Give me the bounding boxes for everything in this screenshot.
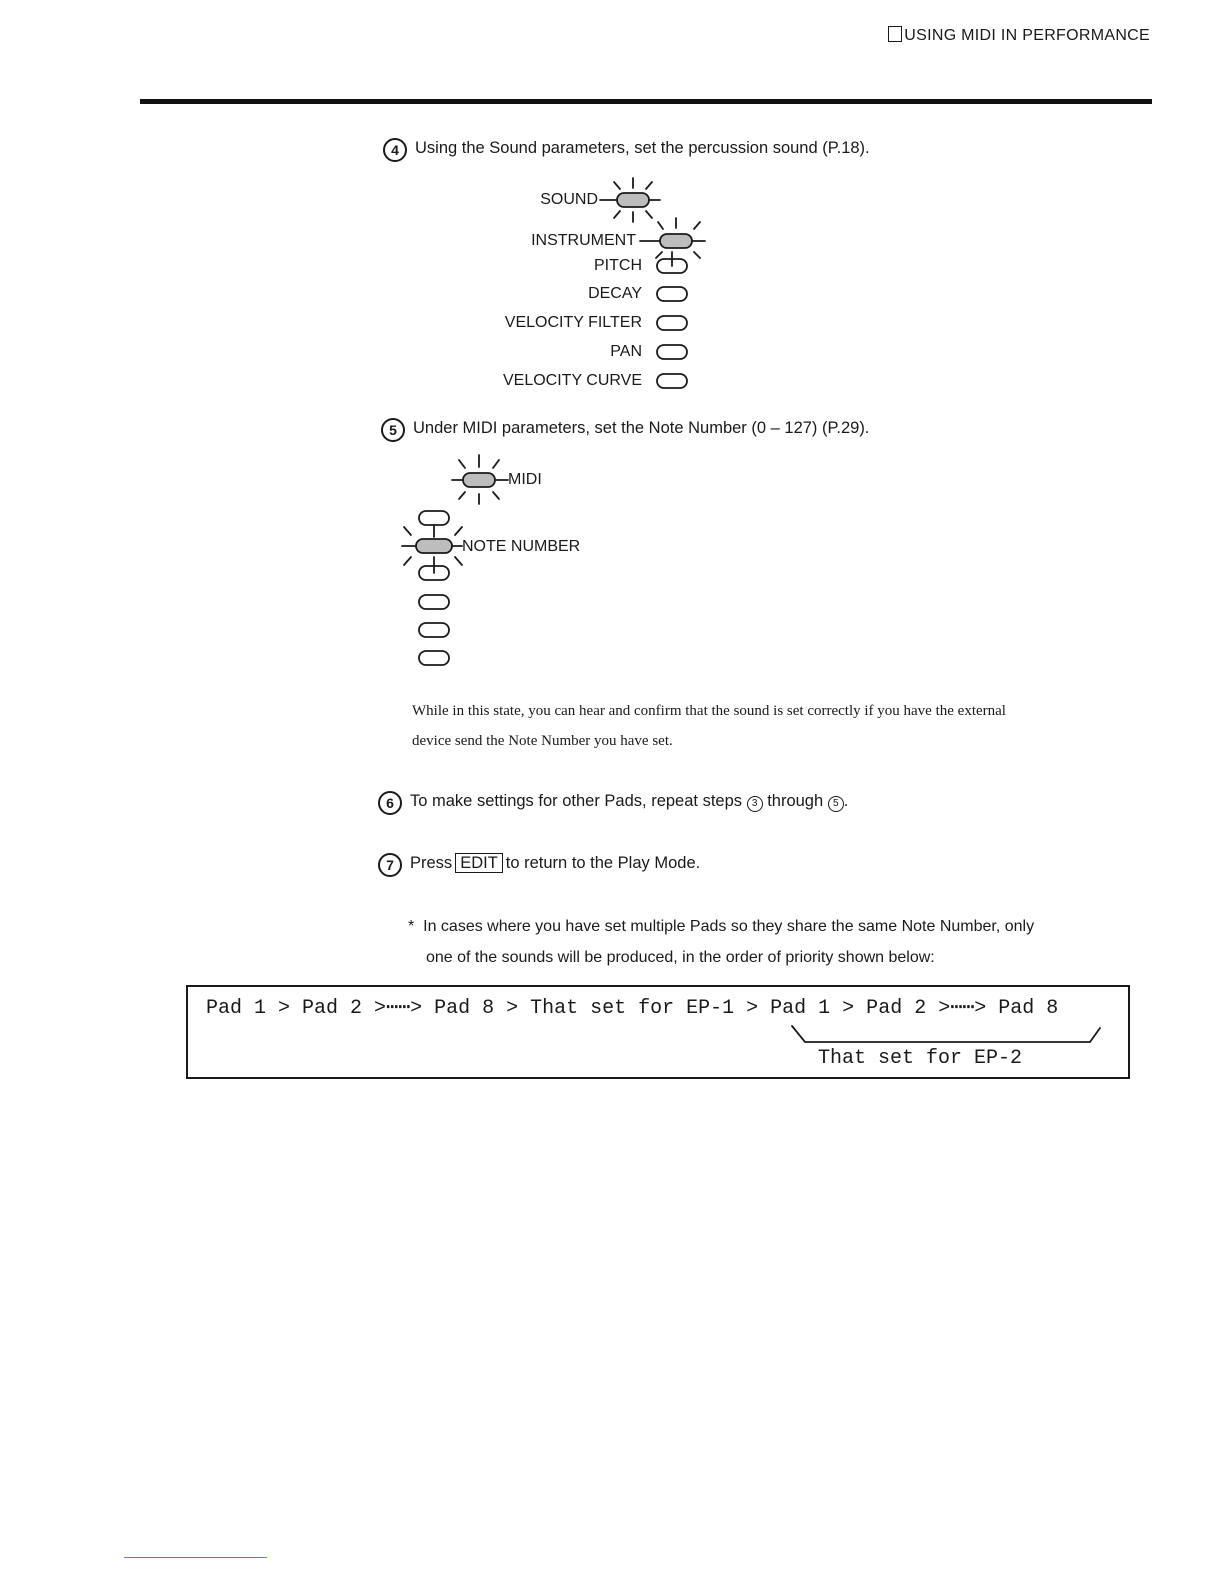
pan-switch-icon bbox=[657, 345, 687, 359]
label-midi: MIDI bbox=[508, 471, 542, 488]
velocity-curve-switch-icon bbox=[657, 374, 687, 388]
edit-key: EDIT bbox=[455, 853, 503, 873]
step-4 bbox=[383, 138, 870, 162]
instrument-led-icon bbox=[640, 218, 705, 258]
lower-switch-icon bbox=[419, 557, 449, 580]
priority-note-line-2: one of the sounds will be produced, in the order of priority shown below: bbox=[426, 949, 935, 966]
step-text: To make settings for other Pads, repeat steps bbox=[410, 792, 743, 810]
decay-switch-icon bbox=[657, 287, 687, 301]
step-text: to return to the Play Mode. bbox=[505, 854, 701, 872]
note-line-1: While in this state, you can hear and confirm that the sound is set correctly if you have the external bbox=[412, 703, 1006, 719]
step-6 bbox=[378, 791, 848, 815]
step-text: through bbox=[767, 792, 824, 810]
upper-switch-icon bbox=[419, 511, 449, 537]
asterisk-mark: * bbox=[408, 918, 415, 935]
step-number: 4 bbox=[383, 138, 407, 162]
step-text: Press bbox=[410, 854, 453, 872]
label-pan: PAN bbox=[610, 343, 642, 360]
section-title: USING MIDI IN PERFORMANCE bbox=[904, 27, 1150, 44]
midi-switch-icon bbox=[419, 651, 449, 665]
step-number: 6 bbox=[378, 791, 402, 815]
midi-switch-icon bbox=[419, 595, 449, 609]
label-instrument: INSTRUMENT bbox=[531, 232, 636, 249]
step-reference: 5 bbox=[828, 796, 844, 812]
step-reference: 3 bbox=[747, 796, 763, 812]
step-number: 5 bbox=[381, 418, 405, 442]
step-5 bbox=[381, 418, 869, 442]
label-velocity-curve: VELOCITY CURVE bbox=[502, 372, 642, 389]
note-number-led-icon bbox=[402, 527, 462, 565]
midi-switch-icon bbox=[419, 623, 449, 637]
label-note-number: NOTE NUMBER bbox=[462, 538, 581, 555]
section-header bbox=[0, 26, 1150, 45]
priority-order-line: Pad 1 > Pad 2 >⋯⋯> Pad 8 > That set for EP-1 > Pad 1 > Pad 2 >⋯⋯> Pad 8 bbox=[206, 997, 1059, 1020]
midi-led-icon bbox=[452, 455, 508, 504]
step-7 bbox=[378, 853, 700, 877]
footer-rule bbox=[124, 1557, 267, 1558]
label-sound: SOUND bbox=[540, 191, 598, 208]
section-marker-icon bbox=[888, 26, 902, 42]
priority-note-text: In cases where you have set multiple Pads so they share the same Note Number, only bbox=[423, 918, 1035, 935]
sound-led-icon bbox=[600, 178, 660, 222]
priority-ep2-line: That set for EP-2 bbox=[818, 1047, 1023, 1070]
header-rule bbox=[140, 99, 1152, 104]
priority-note-line-1 bbox=[408, 918, 1034, 936]
label-pitch: PITCH bbox=[594, 257, 642, 274]
note-line-2: device send the Note Number you have set. bbox=[412, 733, 673, 749]
step-text: . bbox=[843, 792, 849, 810]
label-velocity-filter: VELOCITY FILTER bbox=[504, 314, 642, 331]
step-number: 7 bbox=[378, 853, 402, 877]
pitch-switch-icon bbox=[657, 252, 687, 273]
step-text: Using the Sound parameters, set the percussion sound (P.18). bbox=[415, 139, 870, 157]
label-decay: DECAY bbox=[588, 285, 642, 302]
step-text: Under MIDI parameters, set the Note Number (0 – 127) (P.29). bbox=[413, 419, 870, 437]
velocity-filter-switch-icon bbox=[657, 316, 687, 330]
